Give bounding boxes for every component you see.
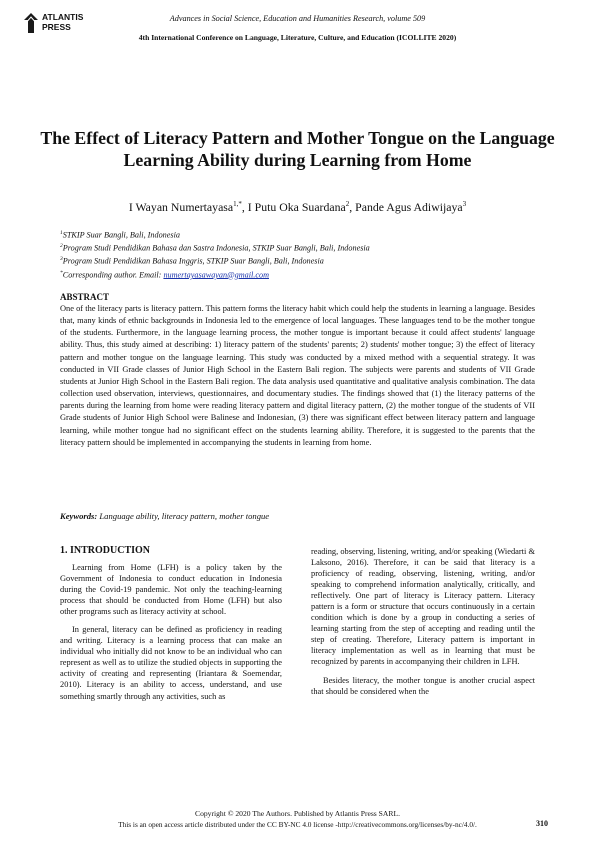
keywords-text: Language ability, literacy pattern, mother tongue xyxy=(99,511,270,521)
footer-copyright: Copyright © 2020 The Authors. Published by Atlantis Press SARL. xyxy=(195,809,400,818)
logo-line-2: PRESS xyxy=(42,22,71,32)
author-name: Pande Agus Adiwijaya xyxy=(355,200,463,214)
affiliation-line xyxy=(60,228,540,241)
paragraph: In general, literacy can be defined as proficiency in reading and writing. Literacy is a learning process that can make an individual who initially did not know to be an individual who can represent as well as to utilize the studied objects in supporting the activity of creating and representing (Iriantara & Soemendar, 2010). Literacy is an ability to access, understand, and use something smartly through any activities, such as xyxy=(60,625,282,701)
affil-sup: * xyxy=(60,269,63,276)
author-sup: 2 xyxy=(345,200,350,209)
page-number: 310 xyxy=(536,819,548,828)
abstract-text: One of the literacy parts is literacy pattern. This pattern forms the literacy habit which could help the students in learning a language. Besides that, many kinds of ethnic backgrounds in Indonesia led to the emergence of local languages. These languages tend to be the mother tongue of the students. Furthermore, in the language learning process, the mother tongue is important because it could affect students' language ability. Thus, this study aimed at describing: 1) literacy pattern of the students' parents; 2) students' mother tongue; 3) the effect of literacy pattern and mother tongue on the language learning. This study was conducted by a mixed method with a sequential strategy. It was conducted in VII Grade classes of Junior High School in the Eastern Bali region. The subjects were parents and students of VII Grade students at Junior High School in the Eastern Bali region. The data analysis used quantitative and qualitative analysis combination. The data collection used observation, interviews, questionnaires, and documentary studies. The findings showed that (1) the literacy patterns of the parents during the learning from home were reading literacy pattern and digital literacy pattern, (2) the mother tongue of the students of VII Grade students of Junior High School were Balinese and Indonesian, (3) there was significant effect between literacy pattern and language learning, while mother tongue had no significant effect on the students learning ability. Therefore, it is suggested to the parents that the literacy pattern should be implemented in accompanying the students in learning from home. xyxy=(60,304,535,447)
keywords xyxy=(60,511,535,521)
corresponding-label: Corresponding author. Email: xyxy=(62,270,164,280)
author-name: I Putu Oka Suardana xyxy=(247,200,346,214)
affiliations xyxy=(60,228,540,281)
affiliation-line xyxy=(60,254,540,267)
body-column-left xyxy=(60,562,282,702)
email-link[interactable]: numertayasawayan@gmail.com xyxy=(163,270,269,280)
author-list: I Wayan Numertayasa$^{1,*}$, I Putu Oka Suardana$^2$, Pande Agus Adiwijaya$^3$ xyxy=(128,200,467,214)
author-name: I Wayan Numertayasa xyxy=(128,200,234,214)
affil-text: STKIP Suar Bangli, Bali, Indonesia xyxy=(62,230,180,240)
author-sup: 1,* xyxy=(233,200,242,209)
corresponding-author xyxy=(60,268,540,281)
author-sup: 3 xyxy=(462,200,467,209)
body-column-right xyxy=(311,546,535,697)
conference-header: 4th International Conference on Language, Literature, Culture, and Education (ICOLLITE 2020) xyxy=(138,33,457,42)
affil-sup: 3 xyxy=(60,256,63,263)
paragraph: reading, observing, listening, writing, and/or speaking (Wiedarti & Laksono, 2016). Therefore, it can be said that literacy is a proficiency of reading, observing, listening, writing, and/or speaking to comprehend information analytically, critically, and reflectively. One part of literacy is Literacy pattern. Literacy pattern is a form or structure that occurs continuously in a certain condition which is done by a group in conducting a series of learning starting from the step of accepting and reading until the step of creating. Therefore, Literacy pattern is important in literacy implementation as well as in learning that must be recognized by parents in accompanying their children in LFH. xyxy=(311,547,535,667)
paragraph: Learning from Home (LFH) is a policy taken by the Government of Indonesia to conduct education in Indonesia during the Covid-19 pandemic. Not only the teaching-learning process that should be conducted from Home (LFH) but also other programs such as literacy activity at school. xyxy=(60,563,282,617)
affiliation-line xyxy=(60,241,540,254)
keywords-label: Keywords: xyxy=(60,511,98,521)
paper-title: The Effect of Literacy Pattern and Mother Tongue on the Language Learning Ability during Learning from Home xyxy=(40,128,555,170)
journal-header: Advances in Social Science, Education and Humanities Research, volume 509 xyxy=(169,14,426,23)
affil-text: Program Studi Pendidikan Bahasa dan Sastra Indonesia, STKIP Suar Bangli, Bali, Indonesia xyxy=(62,243,370,253)
abstract-heading: ABSTRACT xyxy=(60,292,110,302)
affil-text: Program Studi Pendidikan Bahasa Inggris, STKIP Suar Bangli, Bali, Indonesia xyxy=(62,257,324,267)
paragraph: Besides literacy, the mother tongue is another crucial aspect that should be considered when the xyxy=(311,675,535,696)
affil-sup: 1 xyxy=(60,230,63,236)
affil-sup: 2 xyxy=(60,243,63,250)
footer-license: This is an open access article distributed under the CC BY-NC 4.0 license -http://creativecommons.org/licenses/by-nc/4.0/. xyxy=(118,820,477,829)
section-heading: 1. INTRODUCTION xyxy=(60,545,151,556)
logo-line-1: ATLANTIS xyxy=(42,12,84,22)
